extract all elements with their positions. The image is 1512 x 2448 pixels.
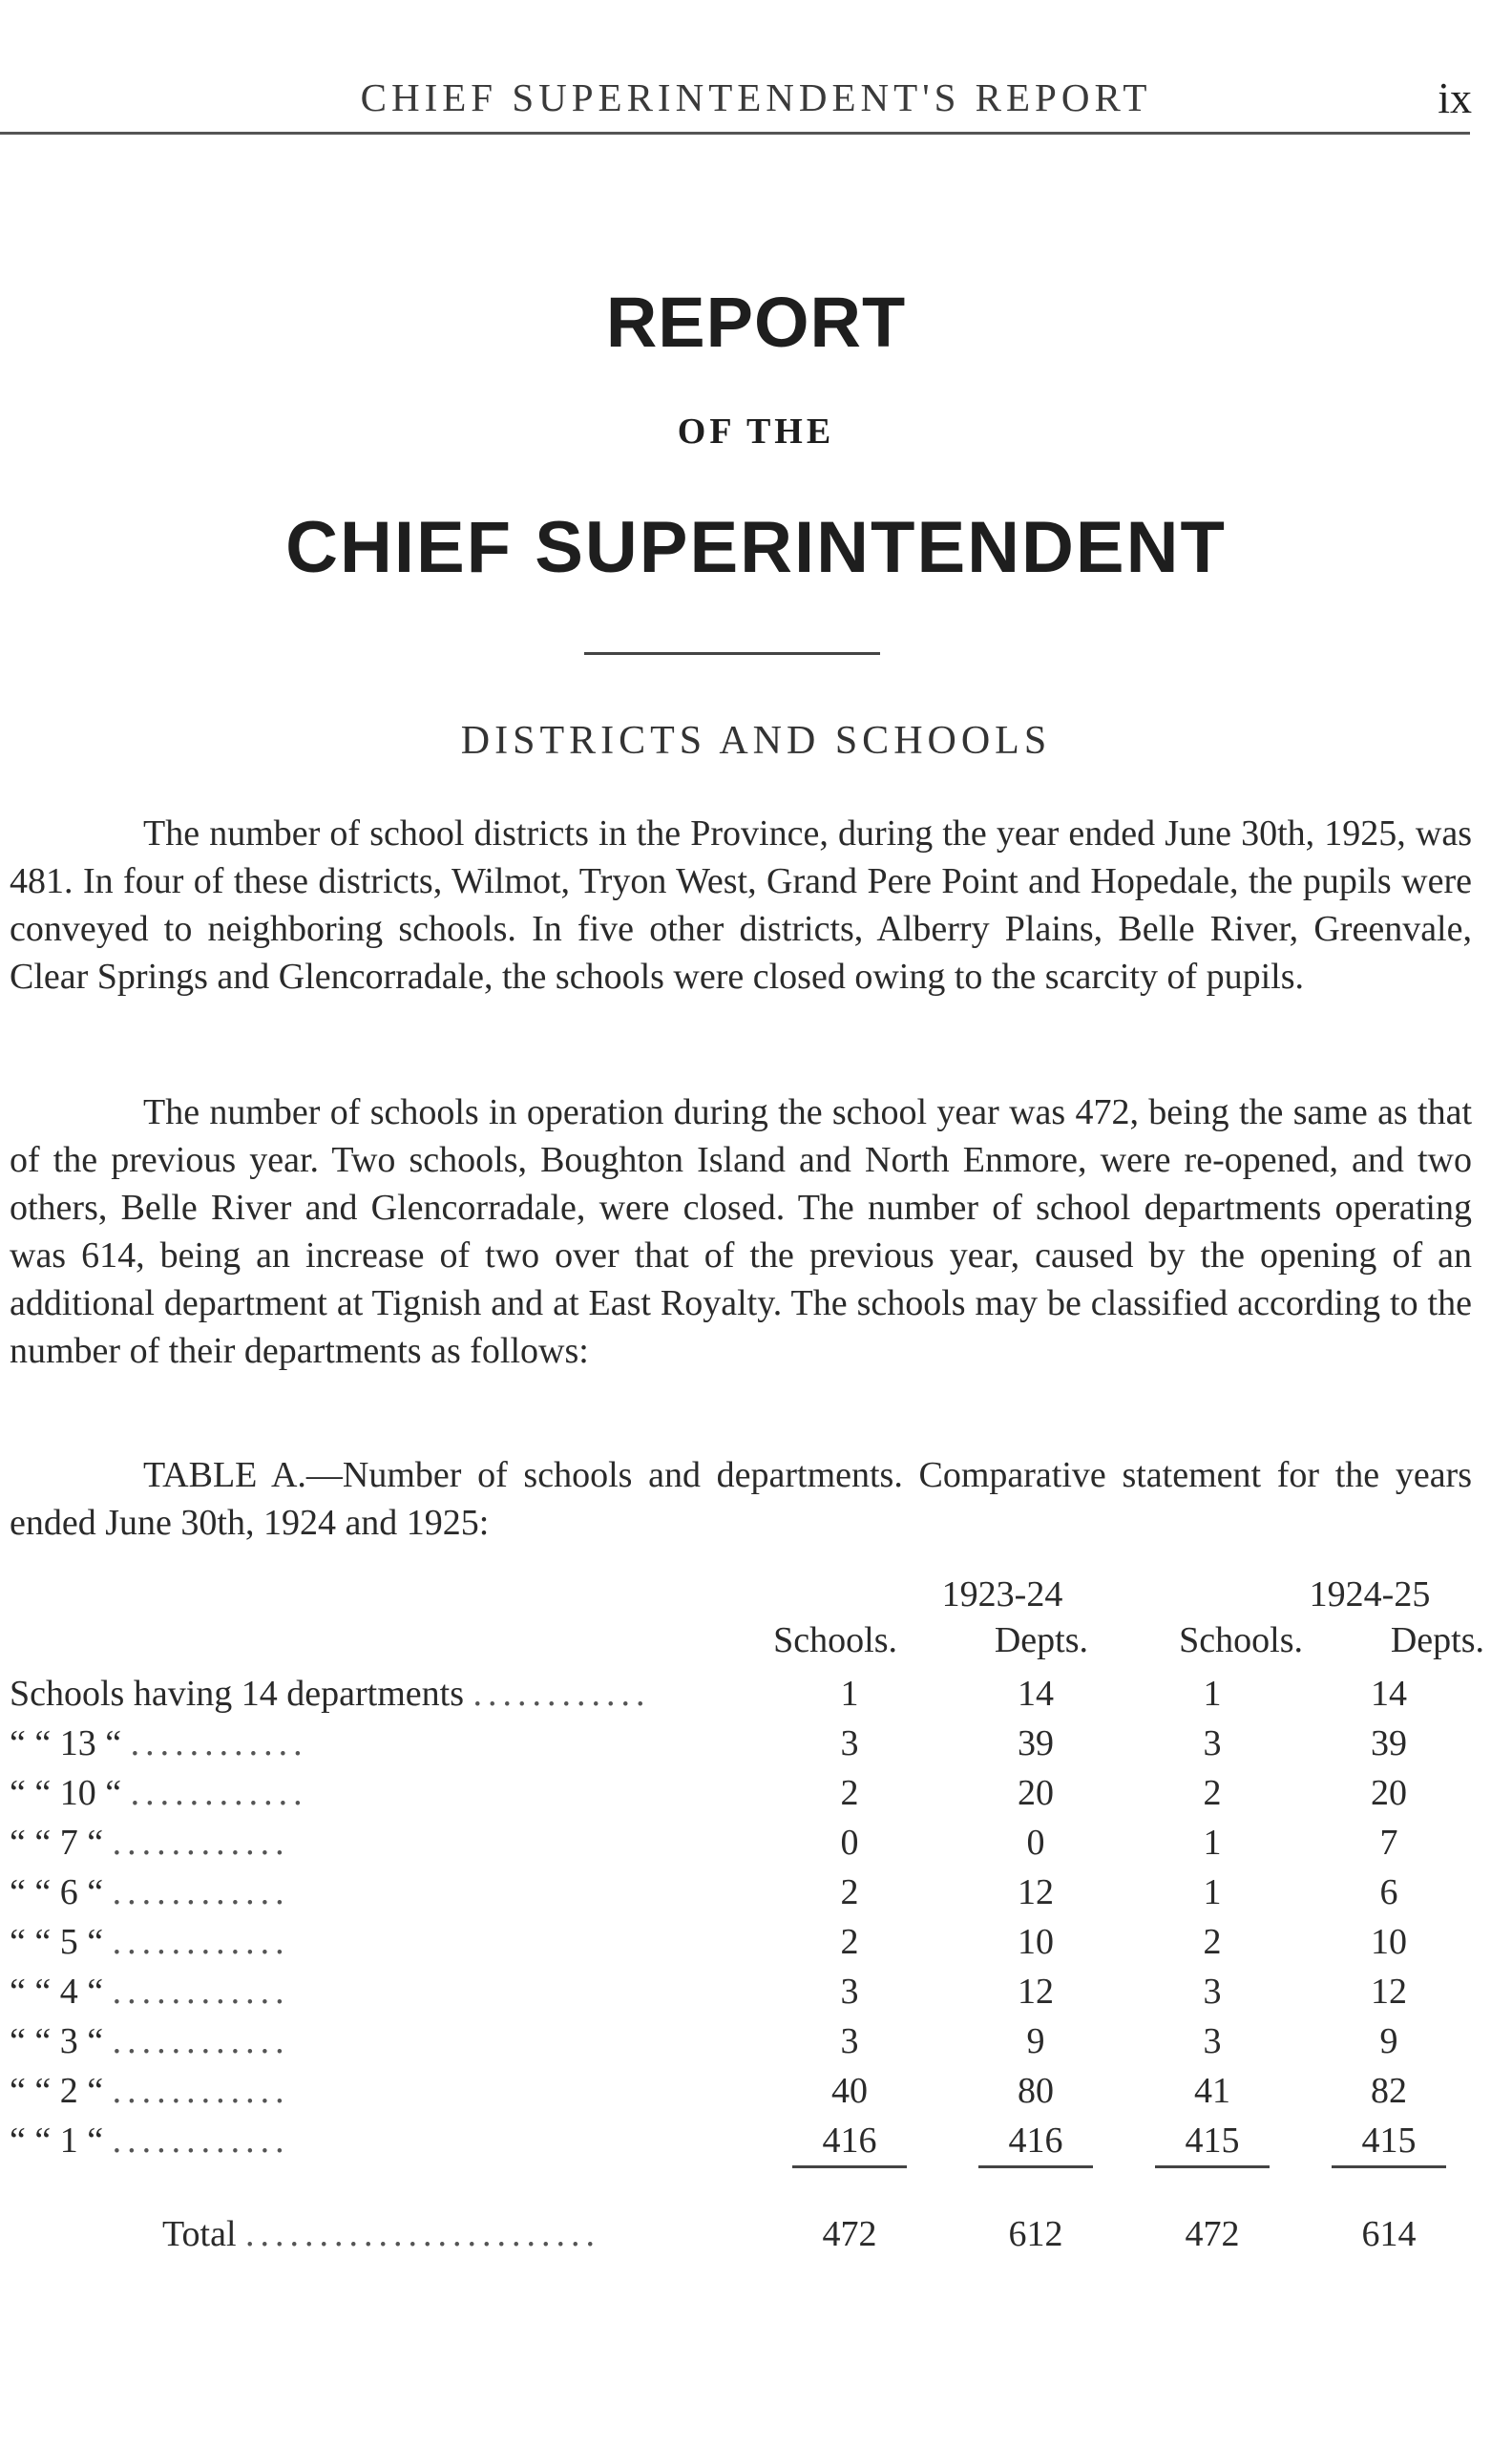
row-label: Schools having 14 departments (10, 1674, 464, 1714)
row-leader-dots: ............ (112, 1823, 290, 1863)
row-leader-dots: ........................ (245, 2214, 601, 2254)
row-label: “ “ 5 “ (10, 1922, 104, 1962)
sum-rule (1155, 2165, 1270, 2168)
row-leader-dots: ............ (112, 2021, 290, 2061)
row-leader-dots: ............ (112, 1872, 290, 1912)
cell-schools-1923-24: 2 (840, 1922, 859, 1962)
cell-depts-1923-24: 12 (1018, 1872, 1054, 1912)
cell-schools-1923-24: 3 (840, 2021, 859, 2061)
column-header-schools-1923-24: Schools. (773, 1620, 897, 1660)
row-leader-dots: ............ (130, 1723, 308, 1763)
row-leader-dots: ............ (112, 1972, 290, 2012)
row-label: “ “ 3 “ (10, 2021, 104, 2061)
cell-depts-1924-25: 415 (1361, 2121, 1417, 2161)
cell-schools-1924-25: 3 (1203, 2021, 1222, 2061)
cell-depts-1923-24: 9 (1026, 2021, 1045, 2061)
cell-depts-1924-25: 82 (1371, 2071, 1407, 2111)
row-leader-dots: ............ (130, 1773, 308, 1813)
title-rule (584, 652, 880, 655)
cell-depts-1923-24: 0 (1026, 1823, 1045, 1863)
cell-schools-1923-24: 2 (840, 1773, 859, 1813)
cell-depts-1923-24: 80 (1018, 2071, 1054, 2111)
row-label: “ “ 7 “ (10, 1823, 104, 1863)
cell-schools-1924-25: 415 (1185, 2121, 1240, 2161)
cell-schools-1924-25: 2 (1203, 1773, 1222, 1813)
table-group-header-1923-24: 1923-24 (941, 1574, 1063, 1614)
cell-schools-1924-25: 1 (1203, 1674, 1222, 1714)
cell-depts-1924-25: 14 (1371, 1674, 1407, 1714)
cell-depts-1924-25: 10 (1371, 1922, 1407, 1962)
row-label: “ “ 13 “ (10, 1723, 122, 1763)
cell-schools-1923-24: 0 (840, 1823, 859, 1863)
table-row (0, 1822, 1512, 1871)
report-title-of-the: OF THE (677, 412, 835, 452)
cell-schools-1923-24: 2 (840, 1872, 859, 1912)
sum-rule (1332, 2165, 1446, 2168)
column-header-depts-1924-25: Depts. (1390, 1620, 1484, 1660)
total-label: Total (162, 2214, 237, 2254)
table-row (0, 1971, 1512, 2020)
row-label: “ “ 6 “ (10, 1872, 104, 1912)
cell-schools-1924-25: 3 (1203, 1723, 1222, 1763)
total-schools-1924-25: 472 (1185, 2214, 1240, 2254)
paragraph-schools: The number of schools in operation during the school year was 472, being the same as that of the previous year. Two schools, Boughton Island and North Enmore, were re-opened, and two others, Belle River and Glencorradale, were closed. The number of school departments operating was 614, being an increase of two over that of the previous year, caused by the opening of an additional department at Tignish and at East Royalty. The schools may be classified according to the number of their departments as follows: (10, 1092, 1472, 1371)
cell-depts-1924-25: 20 (1371, 1773, 1407, 1813)
report-title: REPORT (605, 283, 907, 362)
cell-depts-1923-24: 39 (1018, 1723, 1054, 1763)
table-row (0, 2070, 1512, 2120)
section-heading: DISTRICTS AND SCHOOLS (460, 719, 1052, 763)
total-depts-1923-24: 612 (1008, 2214, 1063, 2254)
cell-depts-1924-25: 7 (1379, 1823, 1398, 1863)
sum-rule (792, 2165, 907, 2168)
cell-depts-1924-25: 12 (1371, 1972, 1407, 2012)
cell-schools-1924-25: 2 (1203, 1922, 1222, 1962)
table-row (0, 1921, 1512, 1971)
report-title-chief-superintendent: CHIEF SUPERINTENDENT (285, 507, 1227, 588)
table-row (0, 2020, 1512, 2070)
running-head-title: CHIEF SUPERINTENDENT'S REPORT (360, 75, 1152, 119)
cell-depts-1923-24: 10 (1018, 1922, 1054, 1962)
table-row (0, 1673, 1512, 1722)
table-row (0, 1871, 1512, 1921)
cell-schools-1924-25: 3 (1203, 1972, 1222, 2012)
total-schools-1923-24: 472 (822, 2214, 877, 2254)
cell-depts-1924-25: 6 (1379, 1872, 1398, 1912)
row-leader-dots: ............ (112, 1922, 290, 1962)
row-leader-dots: ............ (112, 2071, 290, 2111)
row-label: “ “ 10 “ (10, 1773, 122, 1813)
row-leader-dots: ............ (112, 2121, 290, 2161)
cell-schools-1923-24: 40 (831, 2071, 868, 2111)
sum-rule (978, 2165, 1093, 2168)
table-row (0, 1772, 1512, 1822)
cell-depts-1924-25: 9 (1379, 2021, 1398, 2061)
column-header-depts-1923-24: Depts. (994, 1620, 1088, 1660)
column-header-schools-1924-25: Schools. (1179, 1620, 1303, 1660)
paragraph-districts: The number of school districts in the Province, during the year ended June 30th, 1925, was 481. In four of these districts, Wilmot, Tryon West, Grand Pere Point and Hopedale, the pupils were conveyed to neighboring schools. In five other districts, Alberry Plains, Belle River, Greenvale, Clear Springs and Glencorradale, the schools were closed owing to the scarcity of pupils. (10, 813, 1472, 997)
table-caption: TABLE A.—Number of schools and departments. Comparative statement for the years ended June 30th, 1924 and 1925: (10, 1455, 1472, 1543)
row-label: “ “ 4 “ (10, 1972, 104, 2012)
cell-depts-1923-24: 14 (1018, 1674, 1054, 1714)
cell-schools-1923-24: 416 (822, 2121, 877, 2161)
table-group-header-1924-25: 1924-25 (1309, 1574, 1431, 1614)
total-depts-1924-25: 614 (1361, 2214, 1417, 2254)
running-head (0, 74, 1512, 132)
table-total-row (0, 2213, 1512, 2263)
table-row (0, 2120, 1512, 2169)
cell-depts-1923-24: 12 (1018, 1972, 1054, 2012)
row-label: “ “ 1 “ (10, 2121, 104, 2161)
cell-schools-1924-25: 41 (1194, 2071, 1230, 2111)
row-label: “ “ 2 “ (10, 2071, 104, 2111)
cell-schools-1923-24: 1 (840, 1674, 859, 1714)
cell-schools-1924-25: 1 (1203, 1872, 1222, 1912)
table-row (0, 1722, 1512, 1772)
cell-schools-1924-25: 1 (1203, 1823, 1222, 1863)
cell-schools-1923-24: 3 (840, 1972, 859, 2012)
row-leader-dots: ............ (472, 1674, 651, 1714)
cell-depts-1924-25: 39 (1371, 1723, 1407, 1763)
cell-depts-1923-24: 416 (1008, 2121, 1063, 2161)
running-head-rule (0, 132, 1470, 135)
page-number: ix (1438, 74, 1472, 122)
cell-schools-1923-24: 3 (840, 1723, 859, 1763)
cell-depts-1923-24: 20 (1018, 1773, 1054, 1813)
